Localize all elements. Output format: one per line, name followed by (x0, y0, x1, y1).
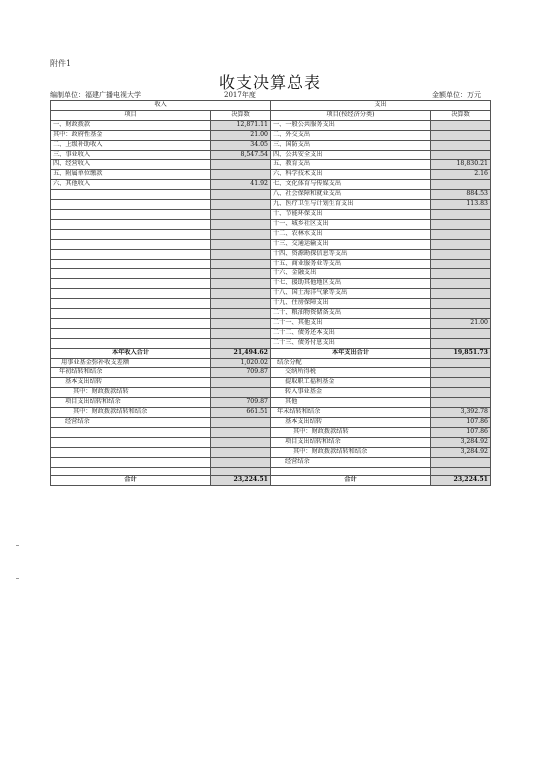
income-item-cell: 本年收入合计 (51, 348, 211, 358)
expenditure-amount-cell (431, 289, 491, 299)
income-item-cell (51, 190, 211, 200)
page-title: 收支决算总表 (218, 73, 321, 92)
expenditure-amount-cell (431, 239, 491, 249)
income-item-cell (51, 467, 211, 476)
income-amount-cell (211, 378, 271, 388)
income-item-cell (51, 338, 211, 348)
expenditure-amount-cell: 107.86 (431, 418, 491, 428)
expenditure-amount-cell: 18,830.21 (431, 160, 491, 170)
income-item-cell: 合计 (51, 476, 211, 486)
income-item-cell (51, 299, 211, 309)
income-item-cell: 经营结余 (51, 418, 211, 428)
expenditure-amount-cell (431, 249, 491, 259)
scan-speck (16, 545, 19, 546)
expenditure-amount-cell (431, 150, 491, 160)
table-row (51, 289, 491, 299)
table-row (51, 437, 491, 447)
income-item-cell (51, 437, 211, 447)
expenditure-amount-cell: 107.86 (431, 427, 491, 437)
table-row (51, 378, 491, 388)
expenditure-item-cell: 六、科学技术支出 (271, 170, 431, 180)
income-item-cell (51, 269, 211, 279)
income-item-cell (51, 249, 211, 259)
expenditure-item-cell: 年末结转和结余 (271, 408, 431, 418)
income-amount-cell: 34.05 (211, 140, 271, 150)
income-amount-cell: 12,871.11 (211, 120, 271, 130)
expenditure-item-header: 项目(按经济分类) (271, 110, 431, 120)
income-amount-cell (211, 437, 271, 447)
expenditure-amount-cell (431, 140, 491, 150)
table-row (51, 190, 491, 200)
expenditure-amount-cell (431, 120, 491, 130)
expenditure-item-cell: 十八、国土海洋气象等支出 (271, 289, 431, 299)
table-row (51, 328, 491, 338)
income-amount-cell (211, 309, 271, 319)
income-item-cell: 一、财政拨款 (51, 120, 211, 130)
fiscal-year: 2017年度 (224, 91, 256, 99)
income-item-cell: 其中：财政拨款结转和结余 (51, 408, 211, 418)
table-row (51, 120, 491, 130)
income-item-cell: 六、其他收入 (51, 180, 211, 190)
income-item-cell (51, 309, 211, 319)
expenditure-item-cell: 其中：财政拨款结转 (271, 427, 431, 437)
expenditure-amount-cell (431, 219, 491, 229)
income-amount-cell (211, 209, 271, 219)
expenditure-amount-cell (431, 457, 491, 467)
income-item-header: 项目 (51, 110, 211, 120)
income-amount-cell (211, 229, 271, 239)
expenditure-item-cell: 七、文化体育与传媒支出 (271, 180, 431, 190)
compiling-unit: 编制单位：福建广播电视大学 (50, 91, 141, 99)
expenditure-section-header: 支出 (271, 101, 491, 111)
income-item-cell: 二、上级补助收入 (51, 140, 211, 150)
expenditure-item-cell: 项目支出结转和结余 (271, 437, 431, 447)
expenditure-amount-cell (431, 398, 491, 408)
attachment-label: 附件1 (50, 59, 72, 68)
expenditure-amount-cell: 884.53 (431, 190, 491, 200)
expenditure-amount-cell (431, 279, 491, 289)
expenditure-item-cell: 结余分配 (271, 358, 431, 368)
table-row (51, 398, 491, 408)
income-amount-cell (211, 279, 271, 289)
income-item-cell: 四、经营收入 (51, 160, 211, 170)
expenditure-amount-cell: 19,851.73 (431, 348, 491, 358)
expenditure-amount-cell (431, 209, 491, 219)
income-item-cell (51, 289, 211, 299)
income-amount-cell (211, 239, 271, 249)
expenditure-amount-header: 决算数 (431, 110, 491, 120)
expenditure-item-cell: 五、教育支出 (271, 160, 431, 170)
income-item-cell (51, 259, 211, 269)
table-row (51, 140, 491, 150)
expenditure-amount-cell (431, 358, 491, 368)
expenditure-item-cell: 二、外交支出 (271, 130, 431, 140)
table-row (51, 209, 491, 219)
expenditure-amount-cell: 2.16 (431, 170, 491, 180)
income-amount-header: 决算数 (211, 110, 271, 120)
income-amount-cell (211, 190, 271, 200)
expenditure-amount-cell: 23,224.51 (431, 476, 491, 486)
income-item-cell (51, 457, 211, 467)
expenditure-item-cell: 经营结余 (271, 457, 431, 467)
expenditure-item-cell: 二十、粮油物资储备支出 (271, 309, 431, 319)
expenditure-amount-cell: 3,284.92 (431, 437, 491, 447)
table-row (51, 457, 491, 467)
expenditure-amount-cell (431, 309, 491, 319)
income-amount-cell (211, 467, 271, 476)
table-row (51, 358, 491, 368)
expenditure-item-cell: 三、国防支出 (271, 140, 431, 150)
income-amount-cell (211, 427, 271, 437)
income-amount-cell (211, 160, 271, 170)
income-item-cell (51, 209, 211, 219)
table-row (51, 259, 491, 269)
income-item-cell (51, 318, 211, 328)
table-row (51, 368, 491, 378)
expenditure-amount-cell (431, 229, 491, 239)
table-row (51, 418, 491, 428)
expenditure-item-cell: 八、社会保障和就业支出 (271, 190, 431, 200)
income-item-cell (51, 328, 211, 338)
expenditure-item-cell: 十、节能环保支出 (271, 209, 431, 219)
income-amount-cell (211, 259, 271, 269)
income-amount-cell (211, 200, 271, 210)
expenditure-item-cell: 十九、住房保障支出 (271, 299, 431, 309)
income-item-cell: 年初结转和结余 (51, 368, 211, 378)
expenditure-item-cell: 一、一般公共服务支出 (271, 120, 431, 130)
expenditure-amount-cell: 113.83 (431, 200, 491, 210)
table-row (51, 318, 491, 328)
table-row (51, 150, 491, 160)
section-header-row (51, 101, 491, 111)
income-item-cell (51, 229, 211, 239)
income-item-cell (51, 200, 211, 210)
table-row (51, 219, 491, 229)
income-amount-cell: 21.00 (211, 130, 271, 140)
expenditure-amount-cell (431, 269, 491, 279)
table-row (51, 467, 491, 476)
expenditure-amount-cell: 3,392.78 (431, 408, 491, 418)
income-item-cell: 基本支出结转 (51, 378, 211, 388)
table-row (51, 476, 491, 486)
table-row (51, 229, 491, 239)
income-amount-cell: 8,547.54 (211, 150, 271, 160)
expenditure-amount-cell: 3,284.92 (431, 447, 491, 457)
expenditure-item-cell: 交纳所得税 (271, 368, 431, 378)
expenditure-item-cell: 十三、交通运输支出 (271, 239, 431, 249)
income-amount-cell (211, 328, 271, 338)
table-row (51, 408, 491, 418)
table-row (51, 279, 491, 289)
income-amount-cell (211, 170, 271, 180)
expenditure-item-cell: 转入事业基金 (271, 388, 431, 398)
table-row (51, 170, 491, 180)
expenditure-amount-cell (431, 130, 491, 140)
budget-final-accounts-table (50, 100, 491, 486)
scan-speck (16, 578, 19, 579)
expenditure-amount-cell (431, 259, 491, 269)
income-item-cell (51, 219, 211, 229)
table-row (51, 249, 491, 259)
expenditure-item-cell: 其中：财政拨款结转和结余 (271, 447, 431, 457)
expenditure-amount-cell: 21.00 (431, 318, 491, 328)
income-amount-cell: 41.92 (211, 180, 271, 190)
expenditure-item-cell: 本年支出合计 (271, 348, 431, 358)
table-row (51, 160, 491, 170)
income-amount-cell: 1,020.02 (211, 358, 271, 368)
expenditure-item-cell: 二十二、债务还本支出 (271, 328, 431, 338)
table-row (51, 239, 491, 249)
income-section-header: 收入 (51, 101, 271, 111)
income-item-cell: 五、附属单位缴款 (51, 170, 211, 180)
income-item-cell (51, 239, 211, 249)
table-row (51, 180, 491, 190)
income-amount-cell (211, 269, 271, 279)
table-row (51, 299, 491, 309)
income-amount-cell (211, 388, 271, 398)
expenditure-amount-cell (431, 467, 491, 476)
expenditure-amount-cell (431, 299, 491, 309)
expenditure-item-cell: 基本支出结转 (271, 418, 431, 428)
expenditure-amount-cell (431, 328, 491, 338)
expenditure-amount-cell (431, 338, 491, 348)
income-amount-cell (211, 418, 271, 428)
income-amount-cell: 21,494.62 (211, 348, 271, 358)
income-amount-cell: 661.51 (211, 408, 271, 418)
income-amount-cell (211, 289, 271, 299)
expenditure-item-cell (271, 467, 431, 476)
income-item-cell: 用事业基金弥补收支差额 (51, 358, 211, 368)
income-amount-cell (211, 338, 271, 348)
expenditure-item-cell: 十五、商业服务业等支出 (271, 259, 431, 269)
table-row (51, 427, 491, 437)
income-item-cell: 其中：政府性基金 (51, 130, 211, 140)
table-body (51, 101, 491, 486)
table-row (51, 200, 491, 210)
expenditure-item-cell: 十六、金融支出 (271, 269, 431, 279)
table-row (51, 130, 491, 140)
expenditure-item-cell: 四、公共安全支出 (271, 150, 431, 160)
expenditure-item-cell: 九、医疗卫生与计划生育支出 (271, 200, 431, 210)
table-row (51, 309, 491, 319)
expenditure-amount-cell (431, 378, 491, 388)
income-item-cell: 三、事业收入 (51, 150, 211, 160)
expenditure-item-cell: 其他 (271, 398, 431, 408)
expenditure-item-cell: 二十一、其他支出 (271, 318, 431, 328)
income-item-cell (51, 447, 211, 457)
income-item-cell (51, 427, 211, 437)
expenditure-amount-cell (431, 388, 491, 398)
expenditure-item-cell: 二十三、债务付息支出 (271, 338, 431, 348)
income-item-cell: 其中：财政拨款结转 (51, 388, 211, 398)
column-header-row (51, 110, 491, 120)
income-amount-cell (211, 457, 271, 467)
income-amount-cell (211, 318, 271, 328)
currency-unit: 金额单位：万元 (432, 91, 481, 99)
expenditure-amount-cell (431, 368, 491, 378)
table-row (51, 269, 491, 279)
table-row (51, 338, 491, 348)
expenditure-item-cell: 十二、农林水支出 (271, 229, 431, 239)
income-amount-cell (211, 219, 271, 229)
table-row (51, 348, 491, 358)
income-amount-cell: 709.87 (211, 368, 271, 378)
income-amount-cell: 709.87 (211, 398, 271, 408)
income-amount-cell (211, 447, 271, 457)
income-amount-cell: 23,224.51 (211, 476, 271, 486)
income-item-cell (51, 279, 211, 289)
income-item-cell: 项目支出结转和结余 (51, 398, 211, 408)
income-amount-cell (211, 249, 271, 259)
expenditure-item-cell: 合计 (271, 476, 431, 486)
income-amount-cell (211, 299, 271, 309)
expenditure-amount-cell (431, 180, 491, 190)
expenditure-item-cell: 十七、援助其他地区支出 (271, 279, 431, 289)
expenditure-item-cell: 十一、城乡社区支出 (271, 219, 431, 229)
expenditure-item-cell: 提取职工福利基金 (271, 378, 431, 388)
table-row (51, 447, 491, 457)
expenditure-item-cell: 十四、资源勘探信息等支出 (271, 249, 431, 259)
table-row (51, 388, 491, 398)
